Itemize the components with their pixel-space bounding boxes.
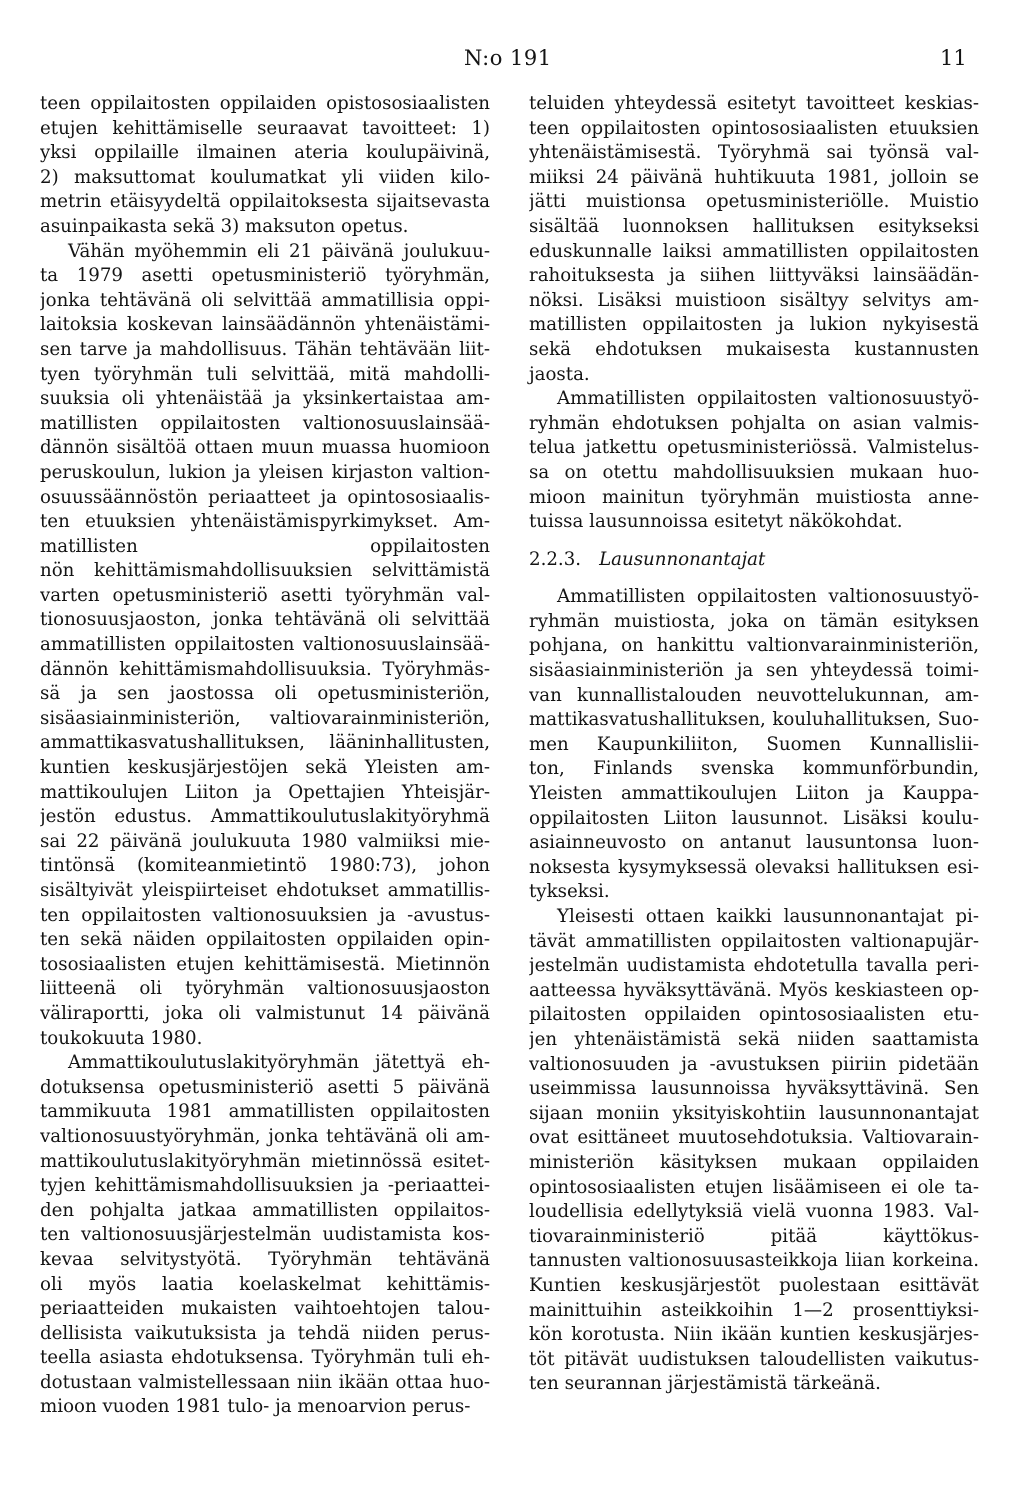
text-line: metrin etäisyydeltä oppilaitoksesta sijaitsevasta xyxy=(40,191,490,213)
text-line: pilaitosten oppilaiden opintososiaalisten etu- xyxy=(529,1004,979,1026)
text-line: loudellisia edellytyksiä vielä vuonna 1983. Val- xyxy=(529,1201,979,1223)
text-line: den pohjalta jatkaa ammatillisten oppilaitos- xyxy=(40,1199,490,1221)
text-line: jonka tehtävänä oli selvittää ammatillisia oppi- xyxy=(40,289,490,311)
text-line: Kuntien keskusjärjestöt puolestaan esittävät xyxy=(529,1274,979,1296)
text-line: ten etuuksien yhtenäistämispyrkimykset. Am- xyxy=(40,511,490,533)
text-line: teen oppilaitosten oppilaiden opistososiaalisten xyxy=(40,93,490,114)
text-line: ryhmän ehdotuksen pohjalta on asian valmis- xyxy=(529,412,979,434)
text-line: jaosta. xyxy=(529,363,590,385)
text-line: matillisten oppilaitosten valtionosuuslainsää- xyxy=(40,412,490,434)
text-line: matillisten oppilaitosten xyxy=(40,535,490,557)
text-line: Ammatillisten oppilaitosten valtionosuustyö- xyxy=(557,586,979,608)
text-line: aatteessa hyväksyttävänä. Myös keskiasteen op- xyxy=(529,979,979,1001)
text-line: tannusten valtionosuusasteikkoja liian korkeina. xyxy=(529,1250,979,1272)
page-number: 11 xyxy=(940,46,967,70)
text-line: varten opetusministeriö asetti työryhmän val- xyxy=(40,584,490,606)
text-line: sen tarve ja mahdollisuus. Tähän tehtävään liit- xyxy=(40,338,490,360)
text-line: dotustaan valmistellessaan niin ikään ottaa huo- xyxy=(40,1371,490,1393)
page-header xyxy=(0,46,1024,76)
text-line: mioon vuoden 1981 tulo- ja menoarvion perus- xyxy=(40,1396,471,1418)
text-line: ten oppilaitosten valtionosuuksien ja -avustus- xyxy=(40,904,490,926)
section-number: 2.2.3. xyxy=(529,548,582,570)
document-number: N:o 191 xyxy=(464,46,552,70)
text-line: toukokuuta 1980. xyxy=(40,1027,203,1049)
text-line: kuntien keskusjärjestöjen sekä Yleisten am- xyxy=(40,757,490,779)
text-line: ten sekä näiden oppilaitosten oppilaiden opin- xyxy=(40,929,490,951)
text-line: sisältyivät yleispiirteiset ehdotukset ammatillis- xyxy=(40,880,490,901)
text-line: yhtenäistämisestä. Työryhmä sai työnsä val- xyxy=(529,142,979,164)
text-line: periaatteiden mukaisten vaihtoehtojen talou- xyxy=(40,1298,490,1320)
text-line: tiovarainministeriö pitää käyttökus- xyxy=(529,1225,979,1247)
text-line: valtionosuuden ja -avustuksen piiriin pidetään xyxy=(529,1053,979,1075)
text-line: peruskoulun, lukion ja yleisen kirjaston valtion- xyxy=(40,461,490,483)
text-line: ta 1979 asetti opetusministeriö työryhmän, xyxy=(40,265,490,287)
text-line: sijaan moniin yksityiskohtiin lausunnonantajat xyxy=(529,1102,979,1124)
text-line: valtionosuustyöryhmän, jonka tehtävänä oli am- xyxy=(40,1125,490,1147)
text-line: tävät ammatillisten oppilaitosten valtionapujär- xyxy=(529,930,979,952)
left-column xyxy=(40,92,490,1420)
text-line: tammikuuta 1981 ammatillisten oppilaitosten xyxy=(40,1101,490,1123)
paragraph xyxy=(40,240,490,1052)
paragraph xyxy=(529,905,979,1397)
text-line: pohjana, on hankittu valtionvarainministeriön, xyxy=(529,635,979,657)
text-line: asiainneuvosto on antanut lausuntonsa luon- xyxy=(529,832,979,854)
text-line: ministeriön käsityksen mukaan oppilaiden xyxy=(529,1151,979,1173)
text-line: ten valtionosuusjärjestelmän uudistamista kos- xyxy=(40,1224,490,1246)
text-line: teella asiasta ehdotuksensa. Työryhmän tuli eh- xyxy=(40,1347,490,1369)
text-line: tyjen kehittämismahdollisuuksien ja -periaattei- xyxy=(40,1175,490,1197)
text-line: men Kaupunkiliiton, Suomen Kunnallislii- xyxy=(529,733,979,755)
text-line: 2) maksuttomat koulumatkat yli viiden kilo- xyxy=(40,166,490,188)
text-line: jestön edustus. Ammattikoulutuslakityöryhmä xyxy=(40,806,490,828)
text-line: nöksi. Lisäksi muistioon sisältyy selvitys am- xyxy=(529,289,979,311)
text-line: jätti muistionsa opetusministeriölle. Muistio xyxy=(529,191,979,213)
text-line: oppilaitosten Liiton lausunnot. Lisäksi koulu- xyxy=(529,807,979,829)
text-line: yksi oppilaille ilmainen ateria koulupäivinä, xyxy=(40,142,490,164)
text-line: opintososiaalisten etujen lisäämiseen ei ole ta- xyxy=(529,1176,979,1198)
text-line: oli myös laatia koelaskelmat kehittämis- xyxy=(40,1273,490,1295)
text-line: ammattikasvatushallituksen, lääninhallitusten, xyxy=(40,732,490,754)
text-line: telua jatkettu opetusministeriössä. Valmistelus- xyxy=(529,437,979,459)
text-line: tionosuusjaoston, jonka tehtävänä oli selvittää xyxy=(40,609,490,631)
text-line: sisäasiainministeriön ja sen yhteydessä toimi- xyxy=(529,660,979,682)
text-line: dännön sisältöä ottaen muun muassa huomioon xyxy=(40,437,490,459)
text-line: ton, Finlands svenska kommunförbundin, xyxy=(529,758,979,780)
paragraph xyxy=(40,92,490,240)
section-title: Lausunnonantajat xyxy=(599,548,766,570)
text-line: sekä ehdotuksen mukaisesta kustannusten xyxy=(529,338,979,360)
right-column xyxy=(529,92,979,1397)
text-line: dännön kehittämismahdollisuuksia. Työryhmäs- xyxy=(40,658,490,680)
text-line: miiksi 24 päivänä huhtikuuta 1981, jolloin se xyxy=(529,166,979,188)
text-line: kön korotusta. Niin ikään kuntien keskusjärjes- xyxy=(529,1324,979,1346)
text-line: väliraportti, joka oli valmistunut 14 päivänä xyxy=(40,1002,490,1024)
text-line: asuinpaikasta sekä 3) maksuton opetus. xyxy=(40,215,409,237)
text-line: tuissa lausunnoissa esitetyt näkökohdat. xyxy=(529,511,903,533)
text-line: tyen työryhmän tuli selvittää, mitä mahdolli- xyxy=(40,363,490,385)
text-line: ammatillisten oppilaitosten valtionosuuslainsää- xyxy=(40,634,490,656)
text-line: noksesta kysymyksessä olevaksi hallituksen esi- xyxy=(529,856,979,878)
text-line: osuussäännöstön periaatteet ja opintososiaalis- xyxy=(40,486,490,508)
text-line: ryhmän muistiosta, joka on tämän esityksen xyxy=(529,610,979,632)
text-line: Yleisten ammattikoulujen Liiton ja Kauppa- xyxy=(529,783,979,805)
text-line: Vähän myöhemmin eli 21 päivänä joulukuu- xyxy=(68,240,490,262)
text-line: rahoituksesta ja siihen liittyväksi lainsäädän- xyxy=(529,265,979,287)
text-line: teen oppilaitosten opintososiaalisten etuuksien xyxy=(529,117,979,139)
text-line: laitoksia koskevan lainsäädännön yhtenäistämi- xyxy=(40,314,490,336)
paragraph xyxy=(529,387,979,535)
text-line: töt pitävät uudistuksen taloudellisten vaikutus- xyxy=(529,1348,979,1370)
text-line: sisäasiainministeriön, valtiovarainministeriön, xyxy=(40,707,490,729)
text-line: sisältää luonnoksen hallituksen esitykseksi xyxy=(529,215,979,237)
text-line: Yleisesti ottaen kaikki lausunnonantajat pi- xyxy=(557,906,979,927)
paragraph xyxy=(529,92,979,387)
text-line: suuksia oli yhtenäistää ja yksinkertaistaa am- xyxy=(40,388,490,410)
right-column-paragraphs-before xyxy=(529,92,979,535)
text-line: tososiaalisten etujen kehittämisestä. Mietinnön xyxy=(40,953,490,975)
text-line: jestelmän uudistamista ehdotetulla tavalla peri- xyxy=(529,955,979,977)
text-line: mioon mainitun työryhmän muistiosta anne- xyxy=(529,486,979,508)
text-line: useimmissa lausunnoissa hyväksyttävinä. Sen xyxy=(529,1078,979,1100)
right-column-paragraphs-after xyxy=(529,585,979,1397)
text-line: eduskunnalle laiksi ammatillisten oppilaitosten xyxy=(529,240,979,262)
text-line: tintönsä (komiteanmietintö 1980:73), johon xyxy=(40,855,490,877)
text-line: mattikoulujen Liiton ja Opettajien Yhteisjär- xyxy=(40,781,490,803)
text-line: mattikoulutuslakityöryhmän mietinnössä esitet- xyxy=(40,1150,490,1172)
text-line: van kunnallistalouden neuvottelukunnan, am- xyxy=(529,684,979,706)
text-line: tykseksi. xyxy=(529,881,610,903)
text-line: dellisista vaikutuksista ja tehdä niiden perus- xyxy=(40,1322,490,1344)
text-line: etujen kehittämiselle seuraavat tavoitteet: 1) xyxy=(40,117,490,139)
text-line: sä ja sen jaostossa oli opetusministeriön, xyxy=(40,683,490,705)
section-heading xyxy=(529,548,979,573)
text-line: mainittuihin asteikkoihin 1—2 prosenttiyksi- xyxy=(529,1299,979,1321)
text-line: liitteenä oli työryhmän valtionosuusjaoston xyxy=(40,978,490,1000)
text-line: teluiden yhteydessä esitetyt tavoitteet keskias- xyxy=(529,93,979,114)
text-line: Ammattikoulutuslakityöryhmän jätettyä eh- xyxy=(68,1052,490,1074)
text-line: ten seurannan järjestämistä tärkeänä. xyxy=(529,1373,881,1395)
text-line: Ammatillisten oppilaitosten valtionosuustyö- xyxy=(557,388,979,410)
paragraph xyxy=(40,1051,490,1420)
text-line: mattikasvatushallituksen, kouluhallituksen, Suo- xyxy=(529,709,979,731)
paragraph xyxy=(529,585,979,905)
text-line: ovat esittäneet muutosehdotuksia. Valtiovarain- xyxy=(529,1127,979,1149)
text-line: dotuksensa opetusministeriö asetti 5 päivänä xyxy=(40,1076,490,1098)
text-line: kevaa selvitystyötä. Työryhmän tehtävänä xyxy=(40,1248,490,1270)
text-line: sai 22 päivänä joulukuuta 1980 valmiiksi mie- xyxy=(40,830,490,852)
text-line: sa on otettu mahdollisuuksien mukaan huo- xyxy=(529,461,979,483)
text-line: matillisten oppilaitosten ja lukion nykyisestä xyxy=(529,314,979,336)
text-line: jen yhtenäistämistä sekä niiden saattamista xyxy=(529,1028,979,1050)
text-line: nön kehittämismahdollisuuksien selvittämistä xyxy=(40,560,490,582)
